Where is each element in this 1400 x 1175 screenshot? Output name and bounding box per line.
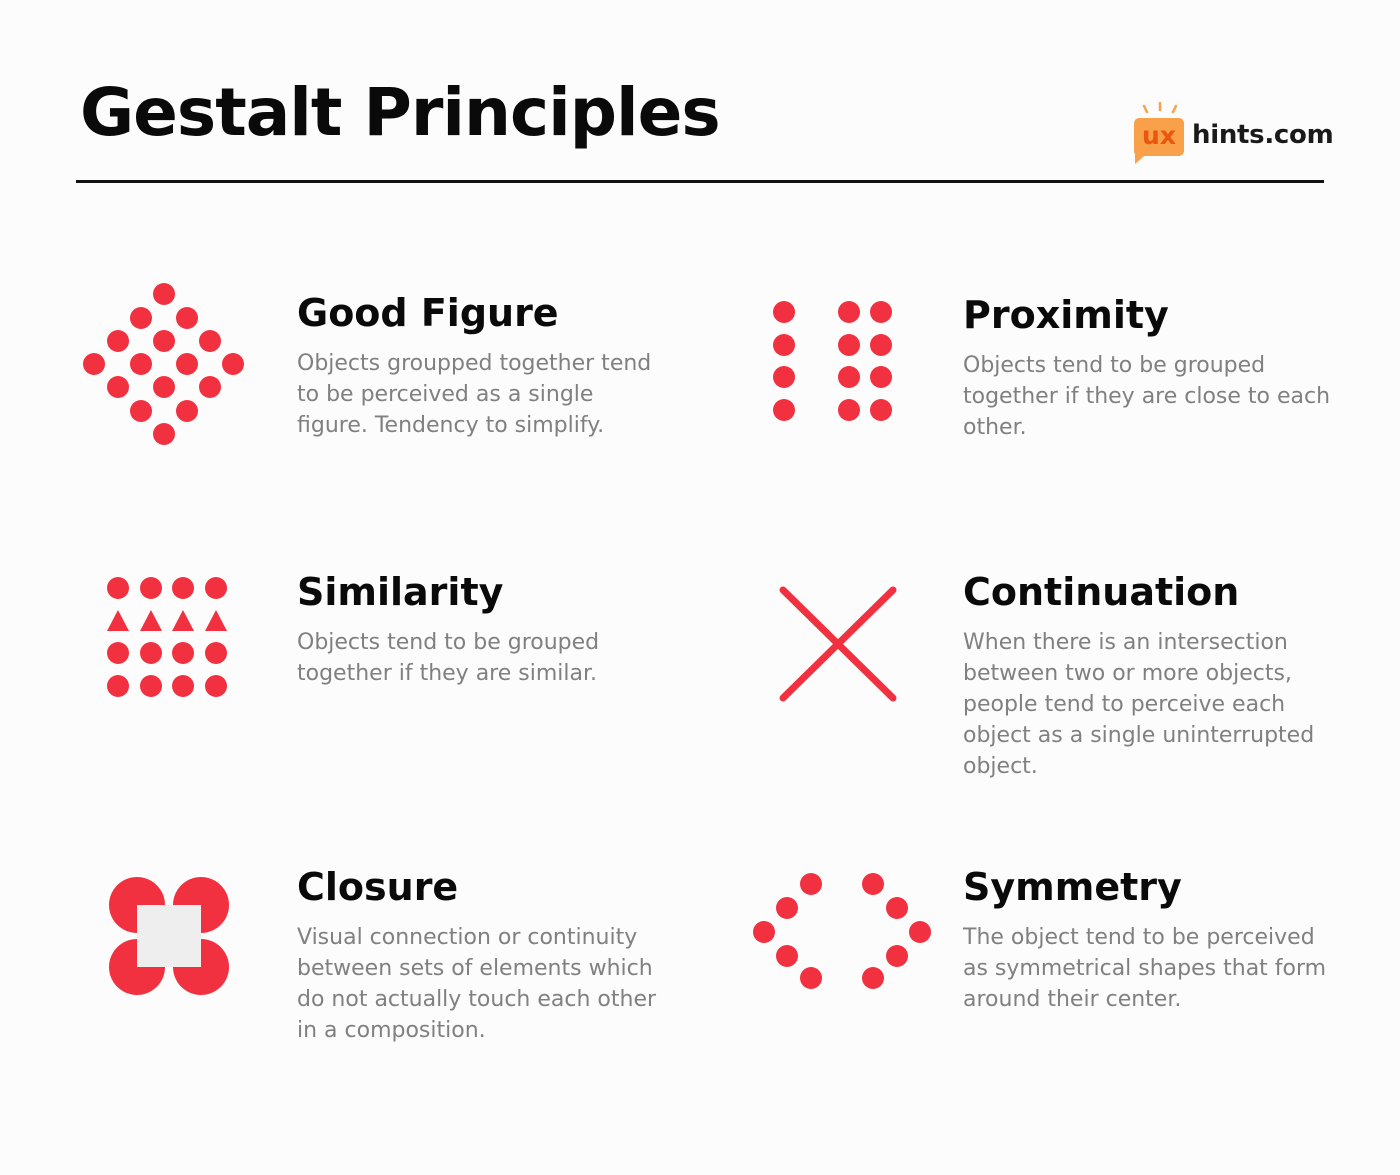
header-divider (76, 180, 1324, 183)
principle-title-proximity: Proximity (963, 293, 1169, 337)
speech-bubble-tail (1135, 152, 1149, 164)
page-title: Gestalt Principles (80, 74, 720, 151)
cross-lines-icon (775, 582, 901, 706)
principle-description-continuation: When there is an intersection between two or more objects, people tend to perceive each object as a single uninterrupted object. (963, 630, 1315, 779)
principle-description-symmetry: The object tend to be perceived as symmetrical shapes that form around their center. (963, 925, 1327, 1012)
principle-title-symmetry: Symmetry (963, 865, 1182, 909)
dots-triangles-grid-icon (104, 574, 232, 702)
principle-description-closure: Visual connection or continuity between sets of elements which do not actually touch each other in a composition. (297, 925, 657, 1043)
brand-badge: ux (1142, 121, 1176, 150)
brand-logo[interactable] (1132, 100, 1332, 166)
principle-description-proximity: Objects tend to be grouped together if they are close to each other. (963, 353, 1331, 440)
principle-title-closure: Closure (297, 865, 459, 909)
light-rays-icon (1136, 102, 1182, 116)
brand-name: hints.com (1192, 120, 1334, 150)
principle-title-continuation: Continuation (963, 570, 1240, 614)
principle-title-similarity: Similarity (297, 570, 504, 614)
circles-square-icon (104, 872, 234, 1002)
symmetric-dots-icon (750, 870, 936, 994)
principle-description-good-figure: Objects groupped together tend to be perceived as a single figure. Tendency to simplify. (297, 351, 652, 438)
diamond-dots-icon (80, 282, 248, 450)
principle-description-similarity: Objects tend to be grouped together if they are similar. (297, 630, 600, 686)
dot-columns-icon (770, 298, 900, 426)
principle-title-good-figure: Good Figure (297, 291, 559, 335)
